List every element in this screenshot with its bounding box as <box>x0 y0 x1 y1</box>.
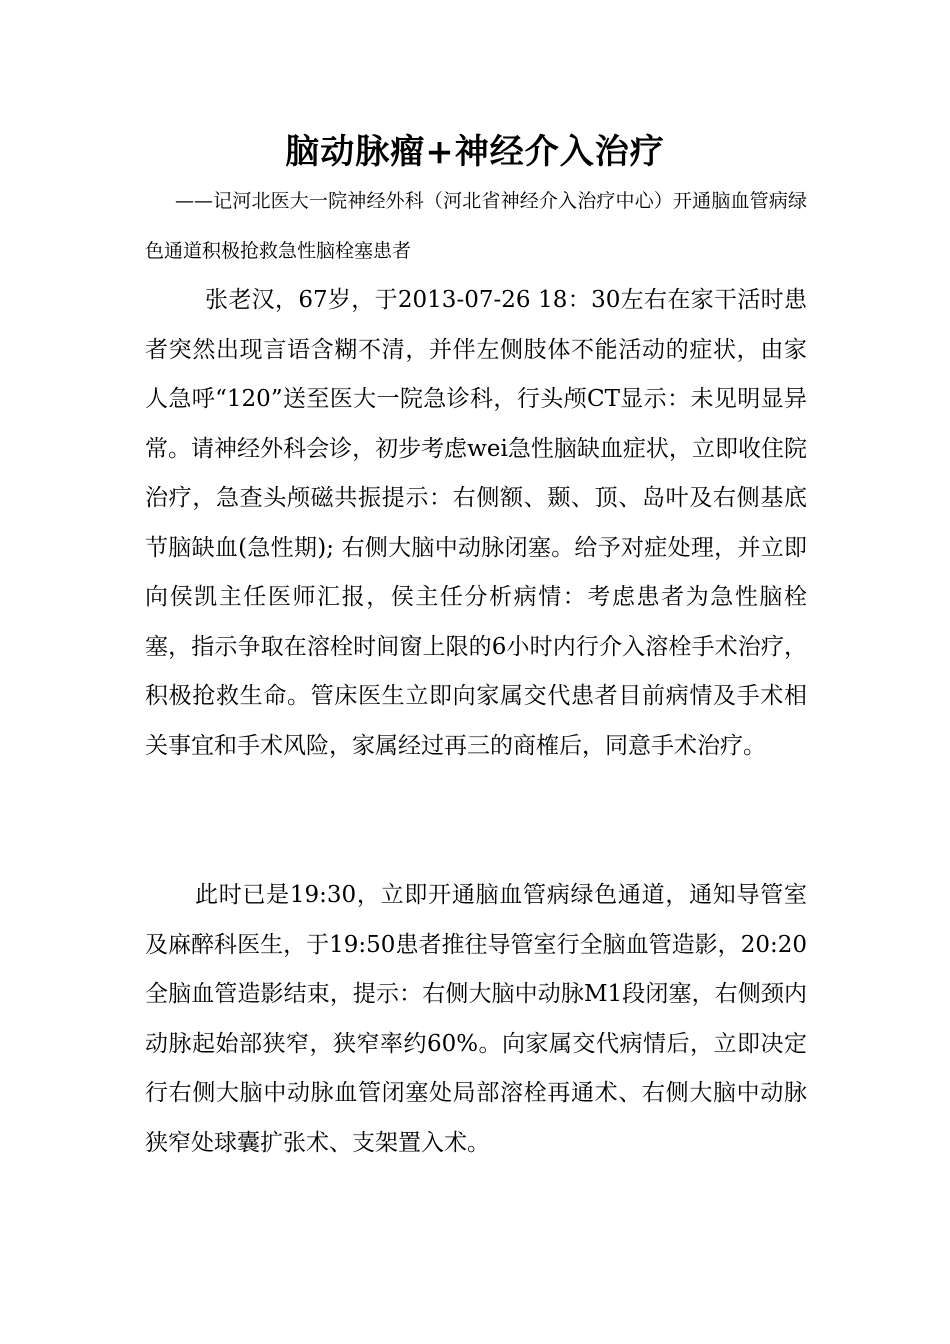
body-paragraph-1: 张老汉，67岁，于2013-07-26 18：30左右在家干活时患者突然出现言语含糊不清，并伴左侧肢体不能活动的症状，由家人急呼“120”送至医大一院急诊科，行头颅CT显示：未见明显异常。请神经外科会诊，初步考虑wei急性脑缺血症状，立即收住院治疗，急查头颅磁共振提示：右侧额、颞、顶、岛叶及右侧基底节脑缺血(急性期); 右侧大脑中动脉闭塞。给予对症处理，并立即向侯凯主任医师汇报，侯主任分析病情：考虑患者为急性脑栓塞，指示争取在溶栓时间窗上限的6小时内行介入溶栓手术治疗，积极抢救生命。管床医生立即向家属交代患者目前病情及手术相关事宜和手术风险，家属经过再三的商榷后，同意手术治疗。 <box>145 287 807 759</box>
document-subtitle: ——记河北医大一院神经外科（河北省神经介入治疗中心）开通脑血管病绿色通道积极抢救急性脑栓塞患者 <box>145 190 807 262</box>
body-paragraph-2: 此时已是19:30，立即开通脑血管病绿色通道，通知导管室及麻醉科医生，于19:50患者推往导管室行全脑血管造影，20:20全脑血管造影结束，提示：右侧大脑中动脉M1段闭塞，右侧颈内动脉起始部狭窄，狭窄率约60%。向家属交代病情后，立即决定行右侧大脑中动脉血管闭塞处局部溶栓再通术、右侧大脑中动脉狭窄处球囊扩张术、支架置入术。 <box>145 882 807 1156</box>
document-title: 脑动脉瘤+神经介入治疗 <box>285 132 665 172</box>
